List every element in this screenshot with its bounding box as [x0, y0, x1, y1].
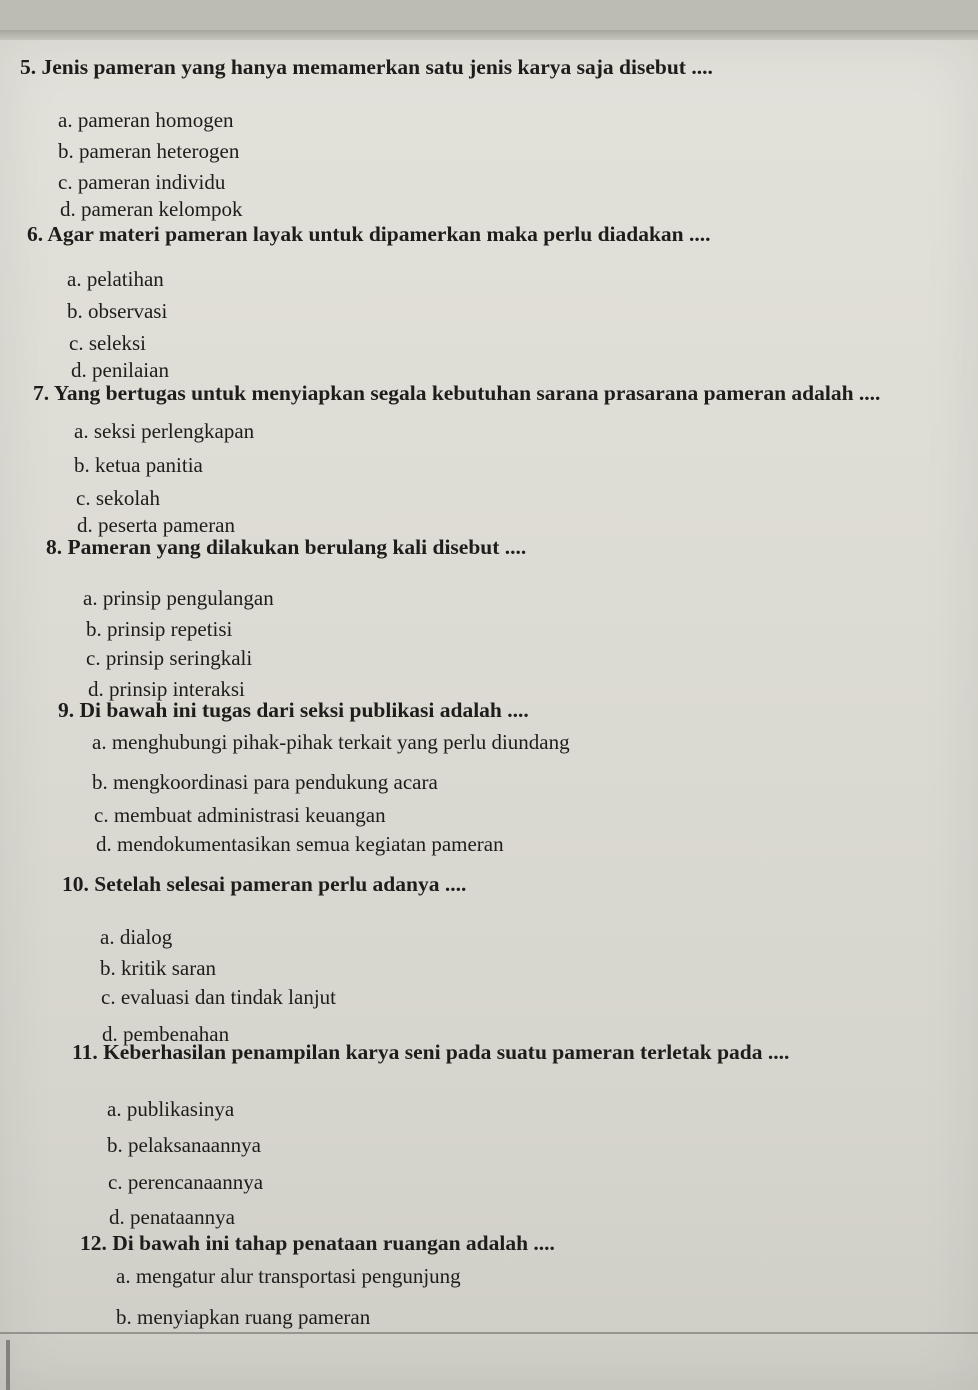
- question-5-option-d: d. pameran kelompok: [60, 197, 243, 221]
- page-left-margin-mark: [6, 1340, 10, 1390]
- question-9-option-d: d. mendokumentasikan semua kegiatan pameran: [96, 832, 504, 856]
- question-5-option-a: a. pameran homogen: [58, 108, 234, 132]
- question-10-option-a: a. dialog: [100, 925, 173, 949]
- question-12-option-b: b. menyiapkan ruang pameran: [116, 1305, 371, 1329]
- question-5-option-c: c. pameran individu: [58, 170, 226, 194]
- question-12: 12. Di bawah ini tahap penataan ruangan adalah ....: [80, 1231, 555, 1255]
- question-8: 8. Pameran yang dilakukan berulang kali disebut ....: [46, 535, 527, 559]
- question-11-option-d: d. penataannya: [109, 1205, 235, 1229]
- question-9-option-b: b. mengkoordinasi para pendukung acara: [92, 770, 438, 794]
- question-8-option-a: a. prinsip pengulangan: [83, 586, 274, 610]
- question-10-option-b: b. kritik saran: [100, 956, 217, 980]
- question-10-option-d: d. pembenahan: [102, 1022, 230, 1046]
- question-7-option-a: a. seksi perlengkapan: [74, 419, 255, 443]
- question-6-option-a: a. pelatihan: [67, 267, 164, 291]
- question-11-option-b: b. pelaksanaannya: [107, 1133, 261, 1157]
- question-10-option-c: c. evaluasi dan tindak lanjut: [101, 985, 337, 1009]
- question-8-option-c: c. prinsip seringkali: [86, 646, 253, 670]
- question-7-option-c: c. sekolah: [76, 486, 160, 510]
- question-6-option-d: d. penilaian: [71, 358, 169, 382]
- question-8-option-b: b. prinsip repetisi: [86, 617, 233, 641]
- question-11-option-a: a. publikasinya: [107, 1097, 235, 1121]
- page-bottom-rule: [0, 1332, 978, 1334]
- question-5-option-b: b. pameran heterogen: [58, 139, 240, 163]
- question-7-option-b: b. ketua panitia: [74, 453, 203, 477]
- question-11-option-c: c. perencanaannya: [108, 1170, 264, 1194]
- question-7: 7. Yang bertugas untuk menyiapkan segala kebutuhan sarana prasarana pameran adalah ....: [33, 381, 881, 405]
- question-6-option-c: c. seleksi: [69, 331, 146, 355]
- question-9: 9. Di bawah ini tugas dari seksi publikasi adalah ....: [58, 698, 529, 722]
- question-10: 10. Setelah selesai pameran perlu adanya ....: [62, 872, 467, 896]
- question-6: 6. Agar materi pameran layak untuk dipamerkan maka perlu diadakan ....: [27, 222, 711, 246]
- question-8-option-d: d. prinsip interaksi: [88, 677, 245, 701]
- question-9-option-a: a. menghubungi pihak-pihak terkait yang perlu diundang: [92, 730, 570, 754]
- question-5: 5. Jenis pameran yang hanya memamerkan satu jenis karya saja disebut ....: [20, 55, 713, 79]
- question-11: 11. Keberhasilan penampilan karya seni pada suatu pameran terletak pada ....: [72, 1040, 790, 1064]
- question-9-option-c: c. membuat administrasi keuangan: [94, 803, 386, 827]
- question-12-option-a: a. mengatur alur transportasi pengunjung: [116, 1264, 461, 1288]
- question-6-option-b: b. observasi: [67, 299, 168, 323]
- question-7-option-d: d. peserta pameran: [77, 513, 236, 537]
